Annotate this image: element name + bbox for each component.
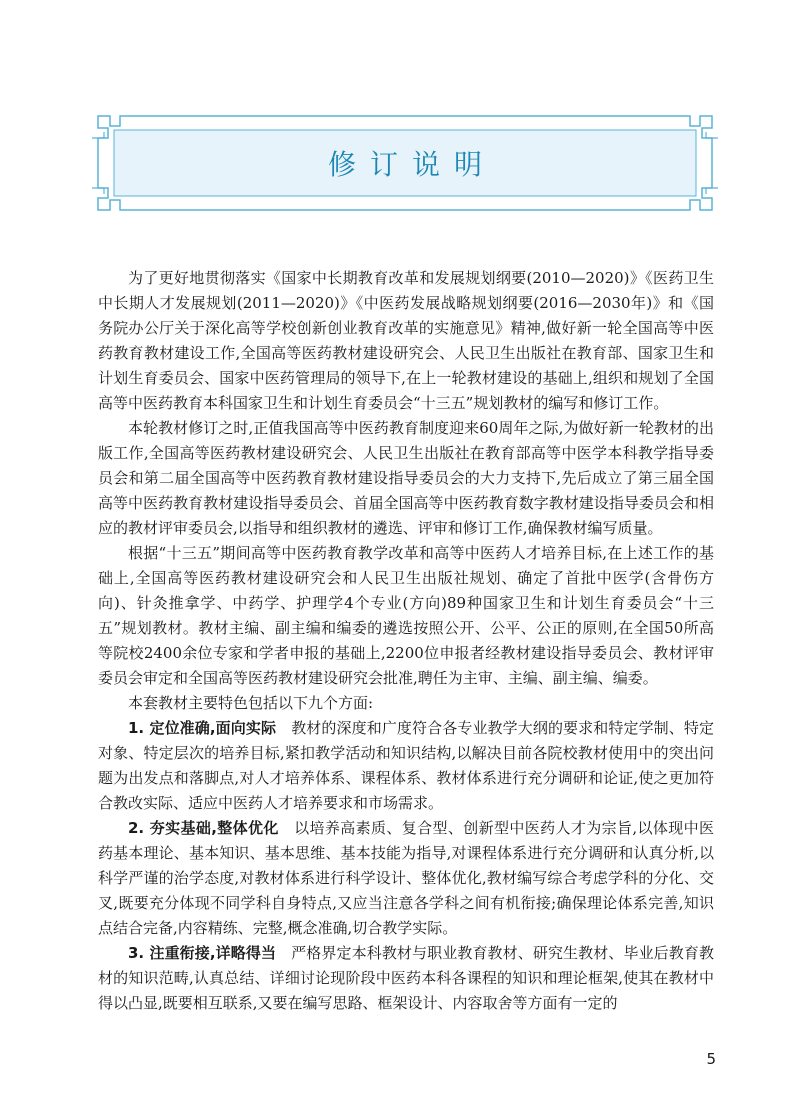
paragraph	[98, 416, 714, 541]
feature-heading: 2. 夯实基础,整体优化	[128, 819, 279, 837]
feature-paragraph	[98, 941, 714, 1016]
paragraph-text: 为了更好地贯彻落实《国家中长期教育改革和发展规划纲要(2010—2020)》《医药卫生中长期人才发展规划(2011—2020)》《中医药发展战略规划纲要(2016—2030年)》和《国务院办公厅关于深化高等学校创新创业教育改革的实施意见》精神,做好新一轮全国高等中医药教育教材建设工作,全国高等医药教材建设研究会、人民卫生出版社在教育部、国家卫生和计划生育委员会、国家中医药管理局的领导下,在上一轮教材建设的基础上,组织和规划了全国高等中医药教育本科国家卫生和计划生育委员会“十三五”规划教材的编写和修订工作。	[98, 269, 714, 412]
paragraph	[98, 541, 714, 691]
feature-heading: 1. 定位准确,面向实际	[128, 719, 277, 737]
paragraph-text: 以培养高素质、复合型、创新型中医药人才为宗旨,以体现中医药基本理论、基本知识、基本思维、基本技能为指导,对课程体系进行充分调研和认真分析,以科学严谨的治学态度,对教材体系进行科学设计、整体优化,教材编写综合考虑学科的分化、交叉,既要充分体现不同学科自身特点,又应当注意各学科之间有机衔接;确保理论体系完善,知识点结合完备,内容精练、完整,概念准确,切合教学实际。	[98, 819, 714, 937]
feature-paragraph	[98, 716, 714, 816]
paragraph-text: 根据“十三五”期间高等中医药教育教学改革和高等中医药人才培养目标,在上述工作的基础上,全国高等医药教材建设研究会和人民卫生出版社规划、确定了首批中医学(含骨伤方向)、针灸推拿学、中药学、护理学4个专业(方向)89种国家卫生和计划生育委员会“十三五”规划教材。教材主编、副主编和编委的遴选按照公开、公平、公正的原则,在全国50所高等院校2400余位专家和学者申报的基础上,2200位申报者经教材建设指导委员会、教材评审委员会审定和全国高等医药教材建设研究会批准,聘任为主审、主编、副主编、编委。	[98, 544, 714, 687]
paragraph-text: 本套教材主要特色包括以下九个方面:	[128, 694, 374, 712]
page-title: 修订说明	[327, 148, 496, 181]
paragraph-text: 严格界定本科教材与职业教育教材、研究生教材、毕业后教育教材的知识范畴,认真总结、详细讨论现阶段中医药本科各课程的知识和理论框架,使其在教材中得以凸显,既要相互联系,又要在编写思路、框架设计、内容取舍等方面有一定的	[98, 944, 714, 1012]
title-banner	[90, 108, 720, 218]
page-number: 5	[706, 1050, 716, 1068]
paragraph-text: 本轮教材修订之时,正值我国高等中医药教育制度迎来60周年之际,为做好新一轮教材的出版工作,全国高等医药教材建设研究会、人民卫生出版社在教育部高等中医学本科教学指导委员会和第二届全国高等中医药教育教材建设指导委员会的大力支持下,先后成立了第三届全国高等中医药教育教材建设指导委员会、首届全国高等中医药教育数字教材建设指导委员会和相应的教材评审委员会,以指导和组织教材的遴选、评审和修订工作,确保教材编写质量。	[98, 419, 714, 537]
body-text	[98, 266, 714, 1016]
paragraph	[98, 266, 714, 416]
paragraph	[98, 691, 714, 716]
paragraph-text: 教材的深度和广度符合各专业教学大纲的要求和特定学制、特定对象、特定层次的培养目标,紧扣教学活动和知识结构,以解决目前各院校教材使用中的突出问题为出发点和落脚点,对人才培养体系、课程体系、教材体系进行充分调研和论证,使之更加符合教改实际、适应中医药人才培养要求和市场需求。	[98, 719, 714, 812]
feature-heading: 3. 注重衔接,详略得当	[128, 944, 277, 962]
feature-paragraph	[98, 816, 714, 941]
